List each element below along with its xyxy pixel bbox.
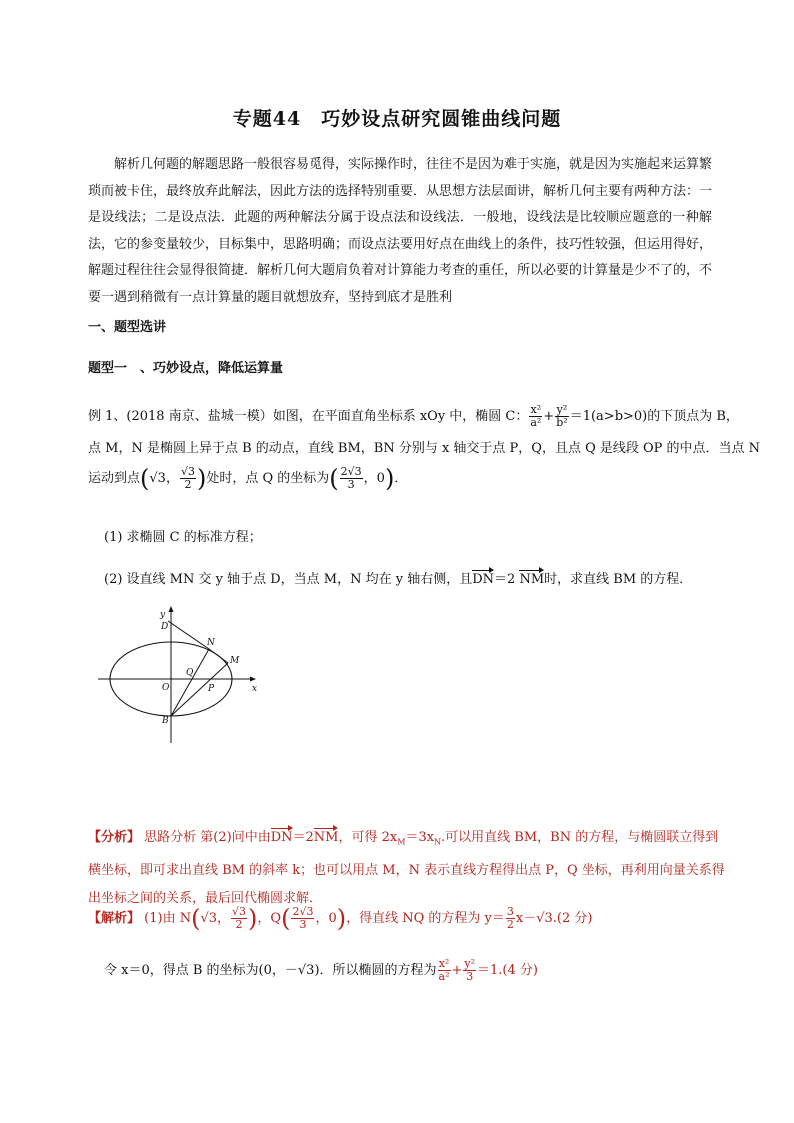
question-1: (1) 求椭圆 C 的标准方程； (104, 530, 262, 545)
analysis-tag: 【分析】 (88, 830, 141, 845)
label-q: Q (186, 668, 194, 678)
solution-line-1: 【解析】 (1)由 N(√3， $\frac{√3}{2}$ )，Q( $\frac{2√3}{3}$ ，0)，得直线 NQ 的方程为 y＝ $\frac{3}{2}$ x－√3.(2 分) (88, 904, 593, 933)
label-n: N (207, 638, 215, 648)
type-heading: 题型一 、巧妙设点，降低运算量 (88, 361, 284, 376)
example-line-2: 点 M，N 是椭圆上异于点 B 的动点，直线 BM，BN 分别与 x 轴交于点 P，Q，且点 Q 是线段 OP 的中点．当点 N (88, 441, 761, 456)
label-d: D (161, 622, 169, 632)
label-p: P (208, 684, 215, 694)
line-nm (209, 649, 228, 663)
question-2: (2) 设直线 MN 交 y 轴于点 D，当点 M，N 均在 y 轴右侧，且DN＝2 NM时，求直线 BM 的方程． (104, 572, 693, 587)
label-x: x (252, 684, 258, 694)
line-dn (168, 621, 209, 649)
section-heading: 一、题型选讲 (88, 320, 167, 335)
label-b: B (162, 716, 169, 726)
fraction-y: $\frac{\text{y²}}{\text{b²}}$ (556, 403, 568, 429)
label-m: M (230, 656, 240, 666)
analysis-line-3: 出坐标之间的关系，最后回代椭圆求解． (88, 891, 323, 906)
analysis-line-2: 横坐标，即可求出直线 BM 的斜率 k；也可以用点 M，N 表示直线方程得出点 P，Q 坐标，再利用向量关系得 (88, 863, 725, 878)
label-y: y (160, 610, 166, 620)
analysis-line-1: 【分析】 思路分析 第(2)问中由DN＝2NM，可得 $2x_M=3x_N$.可以用直线 BM，BN 的方程，与椭圆联立得到 (88, 830, 719, 847)
solution-tag: 【解析】 (88, 911, 141, 926)
y-axis-arrow-icon (169, 606, 174, 612)
solution-line-2: 令 x＝0，得点 B 的坐标为(0，－√3)．所以椭圆的方程为 $\frac{\text{x²}}{\text{a²}}$ + $\frac{\text{y²}}{3}$ ＝1.(4 分) (104, 957, 538, 983)
line-bn (171, 649, 209, 716)
page-title: 专题44 巧妙设点研究圆锥曲线问题 (232, 108, 562, 130)
example-line-3: 运动到点(√3， $\frac{√3}{2}$ )处时，点 Q 的坐标为( $\frac{2√3}{3}$ ，0)． (88, 464, 408, 493)
x-axis-arrow-icon (250, 677, 256, 682)
example-line-1: 例 1、(2018 南京、盐城一模）如图，在平面直角坐标系 xOy 中，椭圆 C： $\frac{\text{x²}}{\text{a²}}$ + $\frac{\text{y²}}{\text{b²}}$ ＝1(a>b>0)的下顶点为 B， (88, 403, 739, 429)
ellipse-figure (98, 605, 268, 745)
label-o: O (162, 683, 170, 693)
line-bm (171, 663, 228, 716)
intro-paragraph: 解析几何题的解题思路一般很容易觅得，实际操作时，往往不是因为难于实施，就是因为实施起来运算繁琐而被卡住，最终放弃此解法，因此方法的选择特别重要．从思想方法层面讲，解析几何主要有两种方法：一是设线法；二是设点法．此题的两种解法分属于设点法和设线法．一般地，设线法是比较顺应题意的一种解法，它的参变量较少，目标集中，思路明确；而设点法要用好点在曲线上的条件，技巧性较强，但运用得好，解题过程往往会显得很简捷．解析几何大题肩负着对计算能力考查的重任，所以必要的计算量是少不了的，不要一遇到稍微有一点计算量的题目就想放弃，坚持到底才是胜利 (88, 157, 713, 305)
fraction-x: $\frac{\text{x²}}{\text{a²}}$ (530, 403, 542, 429)
